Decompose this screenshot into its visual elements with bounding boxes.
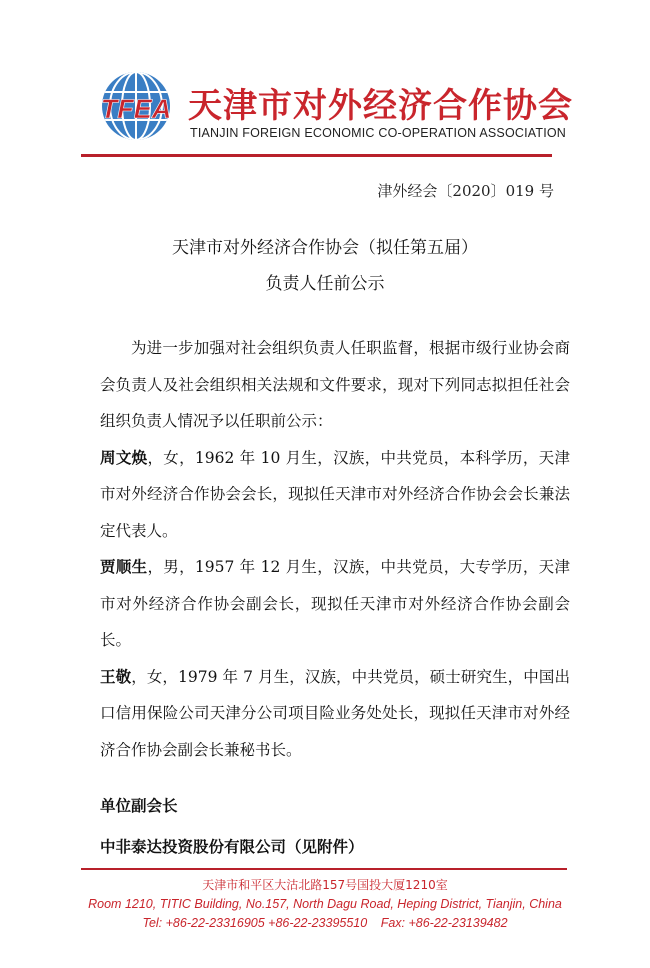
globe-icon xyxy=(86,68,186,148)
candidate-details: ，男，1957 年 12 月生，汉族，中共党员，大专学历，天津市对外经济合作协会副会长，现拟任天津市对外经济合作协会副会长。 xyxy=(100,558,570,649)
tfea-logo xyxy=(86,68,186,148)
footer-divider xyxy=(81,868,567,870)
document-body xyxy=(100,330,570,768)
candidate-name: 贾顺生 xyxy=(100,557,148,576)
vp-section-label: 单位副会长 xyxy=(100,797,178,815)
candidate-name: 周文焕 xyxy=(100,447,148,467)
document-number: 津外经会〔2020〕019 号 xyxy=(377,182,554,200)
footer-address-english: Room 1210, TITIC Building, No.157, North Dagu Road, Heping District, Tianjin, China xyxy=(88,897,562,911)
logo-lettering: TFEA xyxy=(100,94,172,124)
letterhead xyxy=(0,0,650,165)
intro-paragraph: 为进一步加强对社会组织负责人任职监督，根据市级行业协会商会负责人及社会组织相关法规和文件要求，现对下列同志拟担任社会组织负责人情况予以任职前公示： xyxy=(100,339,570,430)
candidate-name: 王敬 xyxy=(100,666,132,686)
org-name-english: TIANJIN FOREIGN ECONOMIC CO-OPERATION ASSOCIATION xyxy=(190,126,567,140)
footer-address-chinese: 天津市和平区大沽北路157号国投大厦1210室 xyxy=(202,878,448,892)
candidate-details: ，女，1979 年 7 月生，汉族，中共党员，硕士研究生，中国出口信用保险公司天津分公司项目险业务处处长，现拟任天津市对外经济合作协会副会长兼秘书长。 xyxy=(100,667,570,759)
title-line-2: 负责人任前公示 xyxy=(265,274,385,294)
candidate-details: ，女，1962 年 10 月生，汉族，中共党员，本科学历，天津市对外经济合作协会会长，现拟任天津市对外经济合作协会会长兼法定代表人。 xyxy=(100,448,570,540)
candidate-paragraph xyxy=(100,440,570,550)
header-divider xyxy=(81,154,552,157)
footer-contact xyxy=(0,914,650,933)
footer-fax: Fax: +86-22-23139482 xyxy=(380,916,508,930)
candidate-paragraph xyxy=(100,659,570,769)
title-line-1: 天津市对外经济合作协会（拟任第五届） xyxy=(172,238,478,258)
document-title xyxy=(0,230,650,302)
candidate-paragraph xyxy=(100,549,570,659)
vp-company: 中非泰达投资股份有限公司（见附件） xyxy=(100,838,364,856)
org-name-chinese: 天津市对外经济合作协会 xyxy=(188,86,573,126)
footer-tel: Tel: +86-22-23316905 +86-22-23395510 xyxy=(142,916,368,930)
footer xyxy=(0,876,650,933)
